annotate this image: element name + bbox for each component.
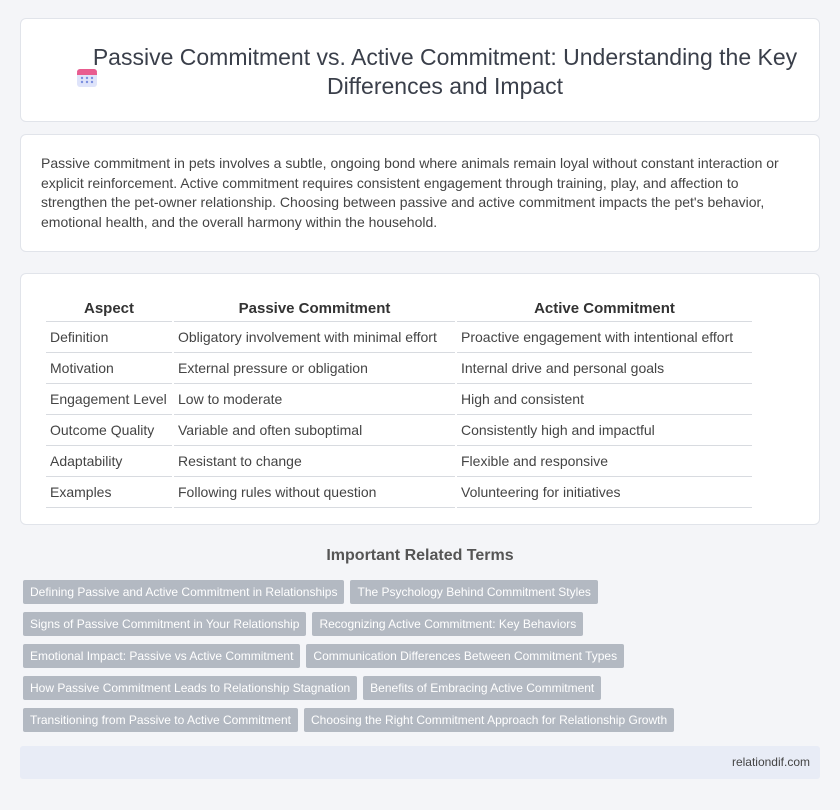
- column-header-aspect: Aspect: [46, 296, 172, 322]
- related-term-tag[interactable]: Communication Differences Between Commitment Types: [306, 644, 624, 668]
- related-term-tag[interactable]: Defining Passive and Active Commitment in Relationships: [23, 580, 344, 604]
- table-cell: Obligatory involvement with minimal effort: [174, 322, 455, 353]
- header-card: [20, 18, 820, 122]
- table-row: [46, 477, 752, 508]
- table-cell: Definition: [46, 322, 172, 353]
- page-title: Passive Commitment vs. Active Commitment: Understanding the Key Differences and Impact: [92, 44, 798, 99]
- table-cell: Consistently high and impactful: [457, 415, 752, 446]
- table-row: [46, 415, 752, 446]
- column-header-passive: Passive Commitment: [174, 296, 455, 322]
- table-cell: Following rules without question: [174, 477, 455, 508]
- table-cell: Proactive engagement with intentional effort: [457, 322, 752, 353]
- table-header-row: [46, 296, 752, 322]
- related-term-tag[interactable]: Signs of Passive Commitment in Your Relationship: [23, 612, 306, 636]
- table-row: [46, 322, 752, 353]
- related-term-tag[interactable]: How Passive Commitment Leads to Relationship Stagnation: [23, 676, 357, 700]
- table-cell: Motivation: [46, 353, 172, 384]
- table-cell: Engagement Level: [46, 384, 172, 415]
- comparison-table: [44, 296, 754, 508]
- table-row: [46, 446, 752, 477]
- related-term-tag[interactable]: The Psychology Behind Commitment Styles: [350, 580, 597, 604]
- table-cell: Low to moderate: [174, 384, 455, 415]
- related-term-tag[interactable]: Benefits of Embracing Active Commitment: [363, 676, 601, 700]
- table-cell: Resistant to change: [174, 446, 455, 477]
- table-cell: Examples: [46, 477, 172, 508]
- comparison-card: [20, 273, 820, 525]
- site-link[interactable]: relationdif.com: [731, 755, 810, 769]
- related-term-tag[interactable]: Emotional Impact: Passive vs Active Commitment: [23, 644, 300, 668]
- intro-paragraph: Passive commitment in pets involves a subtle, ongoing bond where animals remain loyal without constant interaction or explicit reinforcement. Active commitment requires consistent engagement through training, play, and affection to strengthen the pet-owner relationship. Choosing between passive and active commitment impacts the pet's behavior, emotional health, and the overall harmony within the household.: [41, 155, 779, 230]
- related-term-tag[interactable]: Recognizing Active Commitment: Key Behaviors: [312, 612, 583, 636]
- table-cell: High and consistent: [457, 384, 752, 415]
- table-row: [46, 353, 752, 384]
- table-row: [46, 384, 752, 415]
- footer-bar: [20, 746, 820, 779]
- table-cell: Variable and often suboptimal: [174, 415, 455, 446]
- table-cell: Adaptability: [46, 446, 172, 477]
- related-term-tag[interactable]: Transitioning from Passive to Active Commitment: [23, 708, 298, 732]
- related-terms-list: [23, 580, 813, 732]
- table-cell: Outcome Quality: [46, 415, 172, 446]
- related-terms-heading: Important Related Terms: [326, 547, 514, 564]
- table-cell: Flexible and responsive: [457, 446, 752, 477]
- table-cell: Volunteering for initiatives: [457, 477, 752, 508]
- related-term-tag[interactable]: Choosing the Right Commitment Approach for Relationship Growth: [304, 708, 674, 732]
- table-cell: Internal drive and personal goals: [457, 353, 752, 384]
- intro-card: [20, 134, 820, 252]
- column-header-active: Active Commitment: [457, 296, 752, 322]
- table-cell: External pressure or obligation: [174, 353, 455, 384]
